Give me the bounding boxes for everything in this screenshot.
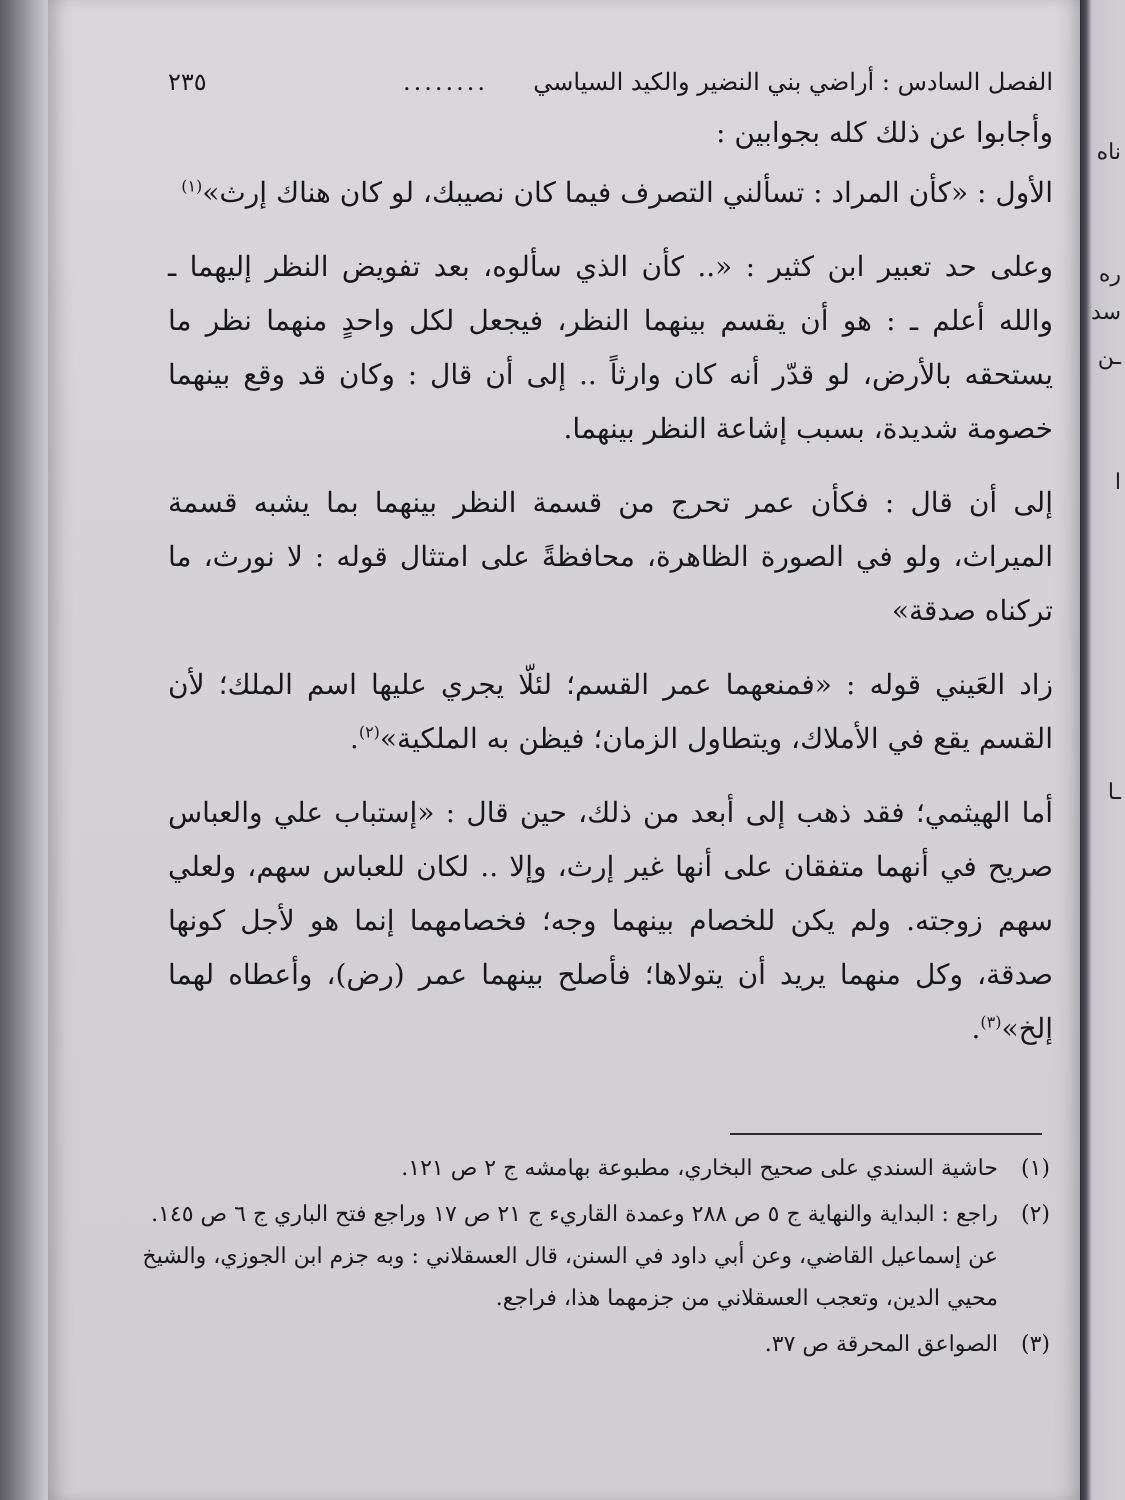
running-head-title: الفصل السادس : أراضي بني النضير والكيد السياسي bbox=[533, 68, 1053, 96]
footnotes bbox=[130, 1148, 1050, 1370]
paragraph: زاد العَيني قوله : «فمنعهما عمر القسم؛ لئلّا يجري عليها اسم الملك؛ لأن القسم يقع في الأملاك، ويتطاول الزمان؛ فيظن به الملكية»$^{(٢)}$. bbox=[168, 668, 1053, 755]
paragraph-text: وعلى حد تعبير ابن كثير : «.. كأن الذي سألوه، بعد تفويض النظر إليهما ـ والله أعلم ـ : هو أن يقسم بينهما النظر، فيجعل لكل واحدٍ منهما نظر ما يستحقه بالأرض، لو قدّر أنه كان وارثاً .. إلى أن قال : وكان قد وقع بينهما خصومة شديدة، بسبب إشاعة النظر بينهما. bbox=[168, 250, 1054, 445]
paragraph bbox=[168, 786, 1053, 1056]
paragraph-tail: . bbox=[971, 1012, 981, 1045]
footnote-ref[interactable]: (٣) bbox=[980, 1012, 1002, 1032]
facing-page-fragment: ا bbox=[1114, 470, 1121, 495]
footnote-separator bbox=[730, 1133, 1042, 1135]
footnote-ref[interactable]: (١) bbox=[181, 176, 203, 196]
paragraph-text: زاد العَيني قوله : «فمنعهما عمر القسم؛ لئلّا يجري عليها اسم الملك؛ لأن القسم يقع في الأملاك، ويتطاول الزمان؛ فيظن به الملكية» bbox=[168, 668, 1053, 755]
footnote-ref[interactable]: (٢) bbox=[358, 722, 380, 742]
facing-page-fragment: سد bbox=[1091, 300, 1121, 325]
footnote bbox=[130, 1324, 1050, 1366]
paragraph-text: إلى أن قال : فكأن عمر تحرج من قسمة النظر بينهما بما يشبه قسمة الميراث، ولو في الصورة الظاهرة، محافظةً على امتثال قوله : لا نورث، ما تركناه صدقة» bbox=[168, 486, 1053, 627]
facing-page-fragment: ـن bbox=[1097, 345, 1121, 370]
footnote-text: راجع : البداية والنهاية ج ٥ ص ٢٨٨ وعمدة القاريء ج ٢١ ص ١٧ وراجع فتح الباري ج ٦ ص ١٤٥. عن إسماعيل القاضي، وعن أبي داود في السنن، قال العسقلاني : وبه جزم ابن الجوزي، والشيخ محيي الدين، وتعجب العسقلاني من جزمهما هذا، فراجع. bbox=[142, 1202, 998, 1311]
paragraph bbox=[168, 240, 1053, 456]
footnote bbox=[130, 1148, 1050, 1190]
paragraph-text: الأول : «كأن المراد : تسألني التصرف فيما كان نصيبك، لو كان هناك إرث» bbox=[202, 176, 1053, 209]
footnote-text: حاشية السندي على صحيح البخاري، مطبوعة بهامشه ج ٢ ص ١٢١. bbox=[401, 1156, 998, 1181]
footnote-number: (٢) bbox=[1020, 1202, 1050, 1227]
body-text bbox=[168, 106, 1053, 1056]
page-number: ٢٣٥ bbox=[168, 68, 207, 96]
footnote-number: (٣) bbox=[1020, 1332, 1050, 1357]
running-head-dots: ........ bbox=[402, 68, 488, 96]
running-head bbox=[168, 60, 1053, 104]
facing-page-edge bbox=[1080, 0, 1125, 1500]
footnote bbox=[130, 1194, 1050, 1320]
paragraph bbox=[168, 106, 1053, 160]
paragraph-text: وأجابوا عن ذلك كله بجوابين : bbox=[715, 116, 1053, 149]
paragraph-text: أما الهيثمي؛ فقد ذهب إلى أبعد من ذلك، حين قال : «إستباب علي والعباس صريح في أنهما متفقان على أنها غير إرث، وإلا .. لكان للعباس سهم، ولعلي سهم زوجته. ولم يكن للخصام بينهما وجه؛ فخصامهما إنما هو لأجل كونها صدقة، وكل منهما يريد أن يتولاها؛ فأصلح بينهما عمر (رض)، وأعطاه لهما إلخ» bbox=[168, 796, 1053, 1045]
page-text-area bbox=[168, 60, 1053, 1076]
facing-page-fragment: ره bbox=[1098, 262, 1121, 287]
footnote-number: (١) bbox=[1020, 1156, 1050, 1181]
facing-page-fragment: ناه bbox=[1096, 140, 1121, 165]
footnote-text: الصواعق المحرقة ص ٣٧. bbox=[764, 1332, 998, 1357]
paragraph bbox=[168, 166, 1053, 220]
facing-page-fragment: ـا bbox=[1107, 780, 1121, 805]
paragraph bbox=[168, 476, 1053, 638]
